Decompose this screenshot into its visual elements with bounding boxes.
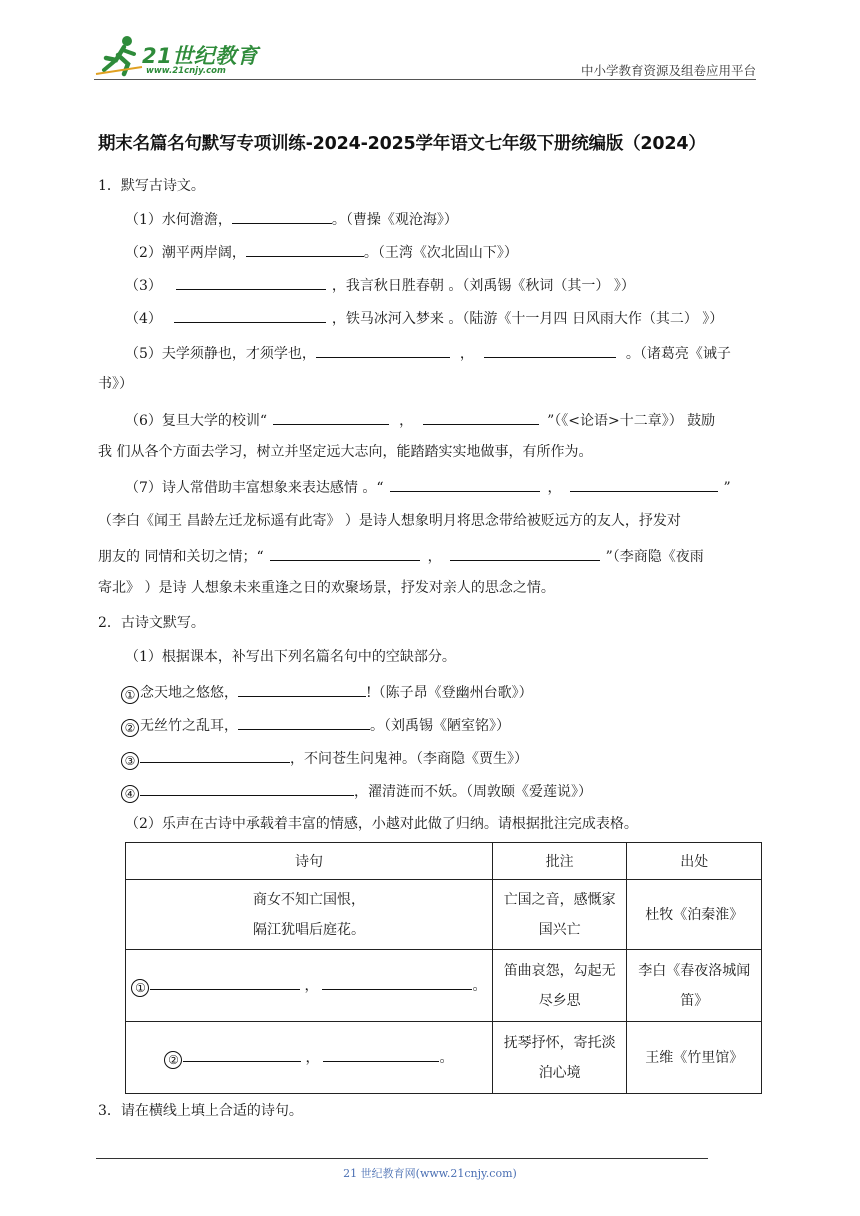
table-cell-poem (126, 950, 493, 1022)
q1-6-blank-1[interactable] (273, 409, 389, 425)
poem-line: 隔江犹唱后庭花。 (252, 921, 365, 938)
footer-divider (96, 1158, 708, 1159)
q1-item-7 (125, 476, 731, 498)
q1-4-blank[interactable] (174, 307, 326, 323)
number-2-icon: ② (164, 1051, 182, 1069)
q1-7-quote-end: ” (723, 480, 731, 496)
site-logo[interactable] (94, 34, 264, 80)
q2-4-blank[interactable] (140, 780, 354, 796)
number-3-icon: ③ (121, 752, 139, 770)
q2-sub-1: （1）根据课本，补写出下列名篇名句中的空缺部分。 (125, 649, 456, 665)
q1-2-blank[interactable] (246, 241, 364, 257)
q1-item-2 (125, 241, 518, 263)
note-line: 笛曲哀怨，勾起无 (503, 962, 616, 979)
q1-2-source: 。（王湾《次北固山下》） (363, 245, 518, 261)
q1-3-label: （3） (125, 278, 162, 294)
table-header-note: 批注 (492, 843, 627, 880)
table-blank-2[interactable] (322, 974, 472, 990)
question-3-heading: 3．请在横线上填上合适的诗句。 (98, 1103, 303, 1119)
q1-item-4 (125, 307, 723, 329)
q2-item-4 (121, 780, 592, 803)
q2-item-1 (121, 681, 533, 704)
table-header-source: 出处 (627, 843, 762, 880)
q1-item-7-cont-2 (98, 545, 704, 567)
q1-6-text: （6）复旦大学的校训“ (125, 413, 268, 429)
table-cell-source: 王维《竹里馆》 (627, 1022, 762, 1094)
table-end: 。 (472, 977, 487, 994)
table-cell-note (492, 1022, 627, 1094)
table-cell-source: 杜牧《泊秦淮》 (627, 880, 762, 950)
q1-5-source: 。（诸葛亮《诫子 (625, 346, 731, 362)
q1-6-blank-2[interactable] (423, 409, 539, 425)
q1-item-5 (125, 342, 731, 364)
q2-2-source: 。（刘禹锡《陋室铭》） (370, 718, 510, 734)
q2-1-blank[interactable] (238, 681, 366, 697)
q2-sub-2: （2）乐声在古诗中承载着丰富的情感，小越对此做了归纳。请根据批注完成表格。 (125, 816, 638, 832)
logo-name: 21世纪教育 (142, 44, 259, 68)
page-title: 期末名篇名句默写专项训练-2024-2025学年语文七年级下册统编版（2024） (98, 134, 706, 154)
q1-7-sep: ， (547, 480, 562, 496)
logo-url: www.21cnjy.com (146, 66, 226, 76)
source-line: 笛》 (680, 992, 709, 1009)
q1-5-blank-1[interactable] (316, 342, 450, 358)
q1-6-sep: ， (399, 413, 414, 429)
table-cell-note (492, 880, 627, 950)
q2-2-blank[interactable] (238, 714, 370, 730)
table-row (126, 880, 762, 950)
table-cell-source (627, 950, 762, 1022)
q2-4-text: ，濯清涟而不妖。（周敦颐《爱莲说》） (354, 784, 592, 800)
number-2-icon: ② (121, 719, 139, 737)
runner-icon (94, 34, 146, 78)
q1-7-source-2: ”（李商隐《夜雨 (605, 549, 704, 565)
q1-item-7-cont-3: 寄北》 ）是诗 人想象未来重逢之日的欢聚场景，抒发对亲人的思念之情。 (98, 580, 555, 596)
source-line: 李白《春夜洛城闻 (638, 962, 751, 979)
q2-2-text: 无丝竹之乱耳， (140, 718, 238, 734)
table-sep: ， (304, 977, 319, 994)
q1-6-source: ”（《<论语>十二章》） 鼓励 (547, 413, 716, 429)
table-cell-poem (126, 880, 493, 950)
q1-5-text: （5）夫学须静也，才须学也， (125, 346, 316, 362)
q1-5-blank-2[interactable] (484, 342, 616, 358)
q2-3-text: ，不问苍生问鬼神。（李商隐《贾生》） (290, 751, 528, 767)
q1-7-blank-3[interactable] (270, 545, 420, 561)
q1-4-text: ，铁马冰河入梦来 。（陆游《十一月四 日风雨大作（其二） 》） (331, 311, 724, 327)
note-line: 亡国之音，感慨家 (503, 891, 616, 908)
table-sep: ， (305, 1049, 320, 1066)
table-row (126, 950, 762, 1022)
q2-1-source: !（陈子昂《登幽州台歌》） (366, 685, 533, 701)
q2-3-blank[interactable] (140, 747, 290, 763)
table-header-row (126, 843, 762, 880)
table-cell-note (492, 950, 627, 1022)
note-line: 抚琴抒怀，寄托淡 (503, 1034, 616, 1051)
q1-1-source: 。（曹操《观沧海》） (331, 212, 458, 228)
q1-item-6 (125, 409, 715, 431)
note-line: 国兴亡 (538, 921, 581, 938)
q1-2-text: （2）潮平两岸阔， (125, 245, 246, 261)
q1-7-text-2: 朋友的 同情和关切之情；“ (98, 549, 264, 565)
q1-4-label: （4） (125, 311, 162, 327)
table-cell-poem (126, 1022, 493, 1094)
q1-3-blank[interactable] (176, 274, 326, 290)
q2-1-text: 念天地之悠悠， (140, 685, 238, 701)
number-1-icon: ① (121, 686, 139, 704)
question-2-heading: 2．古诗文默写。 (98, 615, 205, 631)
number-4-icon: ④ (121, 785, 139, 803)
footer-link[interactable]: 21 世纪教育网(www.21cnjy.com) (343, 1167, 517, 1180)
q2-item-3 (121, 747, 528, 770)
q1-7-text: （7）诗人常借助丰富想象来表达感情 。“ (125, 480, 384, 496)
music-poetry-table (125, 842, 762, 1094)
table-row (126, 1022, 762, 1094)
q1-item-1 (125, 208, 458, 230)
note-line: 泊心境 (538, 1064, 581, 1081)
table-end: 。 (439, 1049, 454, 1066)
q1-item-5-cont: 书》） (98, 376, 133, 392)
q1-7-blank-2[interactable] (570, 476, 718, 492)
q1-item-3 (125, 274, 635, 296)
q1-5-sep: ， (459, 346, 474, 362)
header-divider (94, 79, 756, 80)
q1-7-blank-4[interactable] (450, 545, 600, 561)
note-line: 尽乡思 (538, 992, 581, 1009)
number-1-icon: ① (131, 979, 149, 997)
question-1-heading: 1．默写古诗文。 (98, 178, 205, 194)
q2-item-2 (121, 714, 510, 737)
table-blank-4[interactable] (323, 1046, 439, 1062)
q1-7-blank-1[interactable] (390, 476, 540, 492)
q1-1-blank[interactable] (232, 208, 332, 224)
q1-1-text: （1）水何澹澹， (125, 212, 232, 228)
table-blank-1[interactable] (150, 974, 300, 990)
q1-7-sep-2: ， (427, 549, 442, 565)
q1-item-6-cont: 我 们从各个方面去学习，树立并坚定远大志向，能踏踏实实地做事，有所作为。 (98, 444, 593, 460)
q1-3-text: ，我言秋日胜春朝 。（刘禹锡《秋词（其一） 》） (331, 278, 635, 294)
q1-item-7-cont-1: （李白《闻王 昌龄左迁龙标遥有此寄》 ）是诗人想象明月将思念带给被贬远方的友人，抒发对 (98, 513, 681, 529)
poem-line: 商女不知亡国恨， (252, 891, 365, 908)
table-blank-3[interactable] (183, 1046, 301, 1062)
table-header-poem: 诗句 (126, 843, 493, 880)
header-tagline: 中小学教育资源及组卷应用平台 (580, 63, 756, 78)
